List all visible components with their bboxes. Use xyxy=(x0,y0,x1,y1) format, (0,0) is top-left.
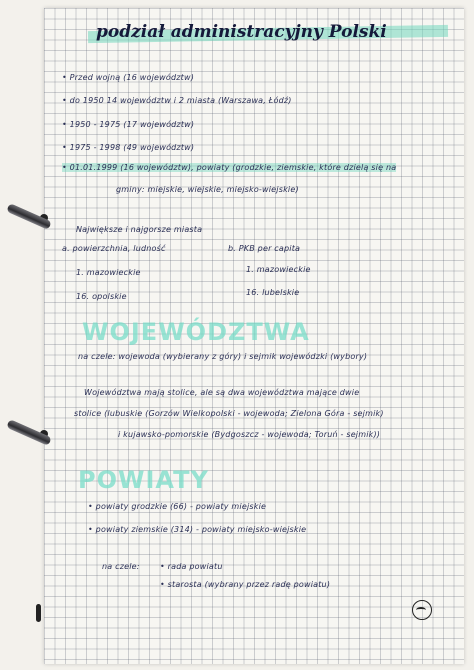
wojewodztwa-line: na czele: wojewoda (wybierany z góry) i sejmik wojewódzki (wybory) xyxy=(78,352,368,361)
powiaty-starosta: • starosta (wybrany przez radę powiatu) xyxy=(160,580,331,589)
notebook-logo-icon xyxy=(412,600,432,620)
powiaty-item: • powiaty grodzkie (66) - powiaty miejskie xyxy=(88,502,267,511)
ranking-b-first: 1. mazowieckie xyxy=(246,265,311,274)
history-bullet: • 1950 - 1975 (17 województw) xyxy=(62,120,195,129)
history-bullet: • Przed wojną (16 województw) xyxy=(62,73,195,82)
history-bullet: • 1975 - 1998 (49 województw) xyxy=(62,143,195,152)
ranking-col-b: b. PKB per capita xyxy=(228,244,301,253)
wojewodztwa-line: i kujawsko-pomorskie (Bydgoszcz - wojewoda; Toruń - sejmik)) xyxy=(118,430,381,439)
powiaty-na-czele: na czele: xyxy=(102,562,140,571)
history-bullet: • 01.01.1999 (16 województw), powiaty (grodzkie, ziemskie, które dzielą się na xyxy=(62,163,397,172)
ranking-b-last: 16. lubelskie xyxy=(246,288,300,297)
wojewodztwa-line: Województwa mają stolice, ale są dwa województwa mające dwie xyxy=(84,388,360,397)
section-heading-wojewodztwa: WOJEWÓDZTWA xyxy=(82,318,310,346)
ranking-a-first: 1. mazowieckie xyxy=(76,268,141,277)
section-heading-powiaty: POWIATY xyxy=(78,466,209,494)
page-edge-mark xyxy=(36,604,41,622)
page-title: podział administracyjny Polski xyxy=(96,22,387,42)
wojewodztwa-line: stolice (lubuskie (Gorzów Wielkopolski - wojewoda; Zielona Góra - sejmik) xyxy=(74,409,384,418)
ranking-a-last: 16. opolskie xyxy=(76,292,127,301)
powiaty-item: • powiaty ziemskie (314) - powiaty miejsko-wiejskie xyxy=(88,525,307,534)
ranking-heading: Największe i najgorsze miasta xyxy=(76,225,203,234)
ranking-col-a: a. powierzchnia, ludność xyxy=(62,244,166,253)
history-bullet-cont: gminy: miejskie, wiejskie, miejsko-wiejskie) xyxy=(116,185,299,194)
powiaty-rada: • rada powiatu xyxy=(160,562,223,571)
history-bullet: • do 1950 14 województw i 2 miasta (Warszawa, Łódź) xyxy=(62,96,292,105)
